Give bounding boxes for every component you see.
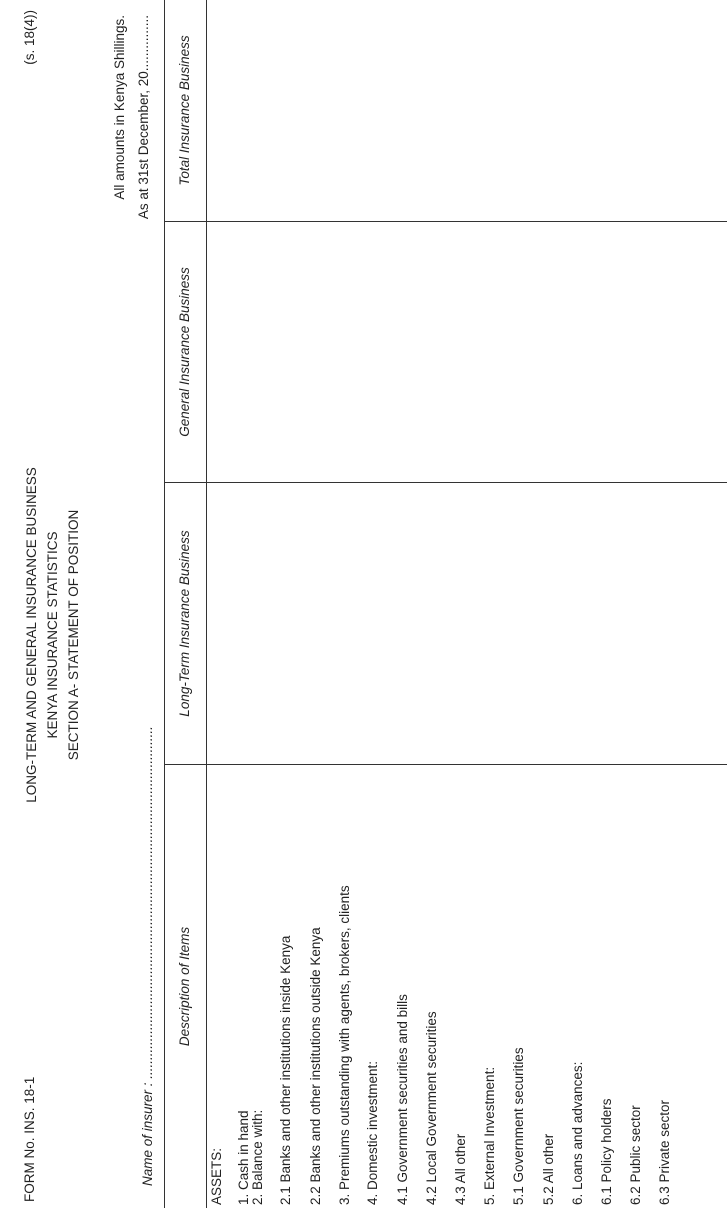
item-premiums-outstanding: 3. Premiums outstanding with agents, brokers, clients (337, 885, 352, 1205)
item-banks-outside-kenya: 2.2 Banks and other institutions outside Kenya (308, 927, 323, 1205)
as-at-date-field: As at 31st December, 20............... (136, 15, 151, 220)
form-title-line2: KENYA INSURANCE STATISTICS (45, 531, 60, 739)
item-external-all-other: 5.2 All other (541, 1133, 556, 1205)
item-domestic-investment: 4. Domestic investment: (365, 1060, 380, 1205)
item-assets-heading: ASSETS: (209, 1147, 224, 1205)
section-reference: (s. 18(4)) (22, 10, 37, 65)
table-top-border (164, 0, 165, 1208)
item-external-government-securities: 5.1 Government securities (511, 1047, 526, 1205)
item-balance-with: 2. Balance with: (250, 1109, 265, 1205)
column-divider-1 (164, 764, 727, 765)
item-local-government-securities: 4.2 Local Government securities (424, 1011, 439, 1205)
column-divider-3 (164, 221, 727, 222)
header-total: Total Insurance Business (177, 35, 192, 186)
item-domestic-all-other: 4.3 All other (453, 1133, 468, 1205)
form-title-line1: LONG-TERM AND GENERAL INSURANCE BUSINESS (24, 467, 39, 803)
item-external-investment: 5. External Investment: (482, 1066, 497, 1205)
form-title-line3: SECTION A- STATEMENT OF POSITION (66, 509, 81, 761)
currency-note: All amounts in Kenya Shillings. (112, 15, 127, 200)
item-private-sector: 6.3 Private sector (657, 1099, 672, 1205)
item-public-sector: 6.2 Public sector (628, 1105, 643, 1205)
table-header-bottom-border (206, 0, 207, 1208)
item-government-securities-bills: 4.1 Government securities and bills (395, 994, 410, 1205)
form-number: FORM No. INS. 18-1 (22, 1076, 37, 1202)
item-banks-inside-kenya: 2.1 Banks and other institutions inside Kenya (278, 935, 293, 1205)
item-loans-and-advances: 6. Loans and advances: (570, 1061, 585, 1205)
column-divider-2 (164, 482, 727, 483)
item-cash-in-hand: 1. Cash in hand (236, 1110, 251, 1205)
insurer-name-field: Name of insurer : .............................................................................................. (140, 726, 155, 1186)
header-general: General Insurance Business (177, 267, 192, 437)
item-policy-holders: 6.1 Policy holders (599, 1098, 614, 1205)
header-long-term: Long-Term Insurance Business (177, 530, 192, 717)
header-description: Description of Items (177, 926, 192, 1047)
